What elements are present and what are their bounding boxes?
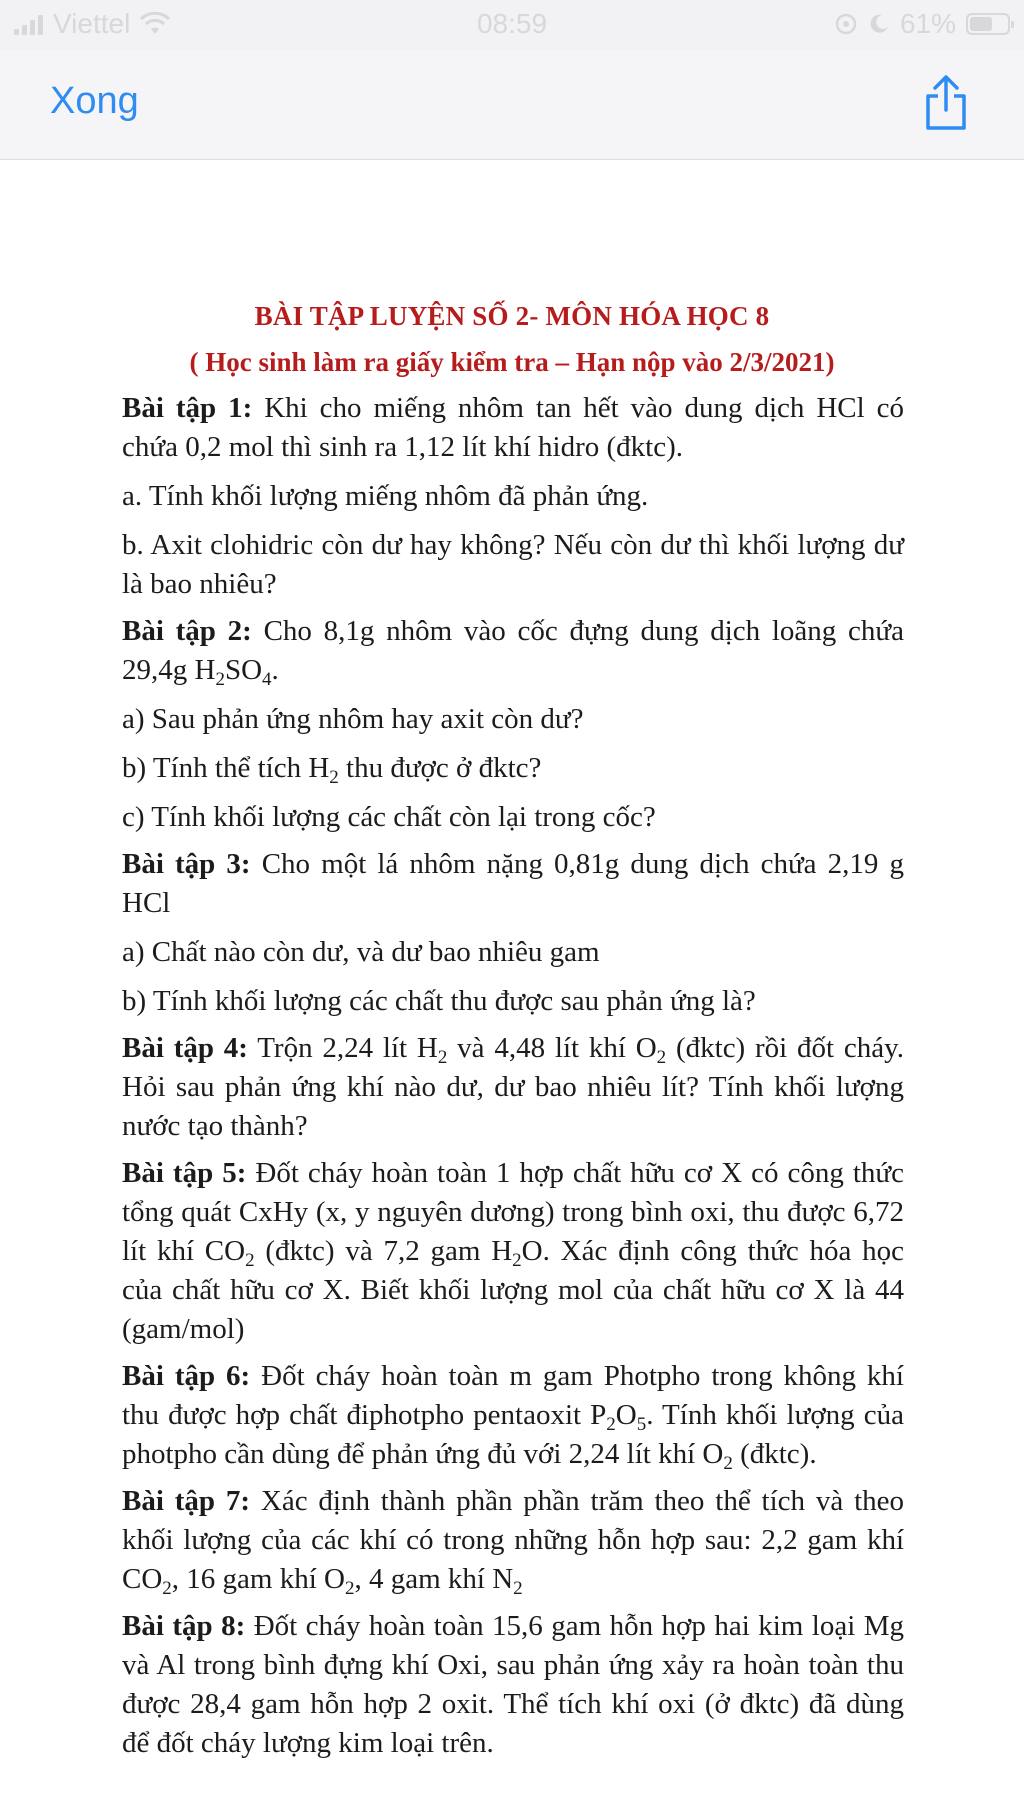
exercise-2-c: c) Tính khối lượng các chất còn lại trong cốc? [122,801,656,833]
exercise-label: Bài tập 4: [122,1032,248,1064]
moon-icon [868,13,890,35]
exercise-label: Bài tập 5: [122,1157,247,1189]
carrier-label: Viettel [53,8,131,39]
share-icon [920,72,972,134]
exercise-text: Cho một lá nhôm nặng 0,81g dung dịch chứa 2,19 g HCl [122,848,904,919]
subscript: 2 [215,669,225,690]
exercise-label: Bài tập 2: [122,615,252,647]
exercise-text: . Tính khối lượng của photpho cần dùng để phản ứng đủ với 2,24 lít khí O [122,1399,904,1470]
exercise-text: Xác định thành phần phần trăm theo thể tích và theo khối lượng của các khí có trong những hỗn hợp sau: 2,2 gam khí CO [122,1485,905,1595]
subscript: 2 [656,1047,667,1068]
status-right [834,8,1010,40]
exercise-text: b) Tính thể tích H [122,752,330,784]
exercise-text: O. Xác định công thức hóa học của chất hữu cơ X. Biết khối lượng mol của chất hữu cơ X là 44 (gam/mol) [122,1235,904,1345]
navigation-bar [0,50,1024,160]
exercise-3-b: b) Tính khối lượng các chất thu được sau phản ứng là? [122,985,756,1017]
exercise-3-a: a) Chất nào còn dư, và dư bao nhiêu gam [122,936,600,968]
subscript: 4 [262,669,272,690]
subscript: 5 [636,1414,647,1435]
exercise-text: Trộn 2,24 lít H [247,1032,438,1064]
exercise-text: Đốt cháy hoàn toàn 15,6 gam hỗn hợp hai kim loại Mg và Al trong bình đựng khí Oxi, sau phản ứng xảy ra hoàn toàn thu được 28,4 gam hỗn hợp 2 oxit. Thể tích khí oxi (ở đktc) đã dùng để đốt cháy lượng kim loại trên. [122,1610,905,1759]
exercise-1-b: b. Axit clohidric còn dư hay không? Nếu còn dư thì khối lượng dư là bao nhiêu? [122,529,904,600]
status-bar [0,0,1024,50]
exercise-label: Bài tập 7: [122,1485,251,1517]
exercise-2-a: a) Sau phản ứng nhôm hay axit còn dư? [122,703,584,735]
document-title: BÀI TẬP LUYỆN SỐ 2- MÔN HÓA HỌC 8 [254,301,770,331]
exercise-text: , 16 gam khí O [171,1563,345,1595]
done-button[interactable]: Xong [50,80,139,122]
exercise-text: Đốt cháy hoàn toàn 1 hợp chất hữu cơ X có công thức tổng quát CxHy (x, y nguyên dương) trong bình oxi, thu được 6,72 lít khí CO [122,1157,905,1267]
subscript: 2 [162,1578,172,1599]
document-subtitle: ( Học sinh làm ra giấy kiểm tra – Hạn nộp vào 2/3/2021) [189,347,835,377]
exercise-text: . [271,654,279,686]
status-time: 08:59 [476,8,548,39]
exercise-text: và 4,48 lít khí O [447,1032,657,1064]
exercise-7 [122,1482,904,1599]
exercise-label: Bài tập 3: [122,848,251,880]
document-viewer[interactable] [0,161,1024,1820]
exercise-8 [122,1607,904,1763]
exercise-text: SO [224,654,263,686]
subscript: 2 [606,1414,616,1435]
exercise-text: (đktc) và 7,2 gam H [254,1235,513,1267]
subscript: 2 [512,1250,522,1271]
exercise-text: Đốt cháy hoàn toàn m gam Photpho trong không khí thu được hợp chất điphotpho pentaoxit P [122,1360,904,1431]
battery-percent: 61% [899,8,956,39]
exercise-text: thu được ở đktc? [338,752,542,784]
exercise-label: Bài tập 1: [122,392,253,424]
exercise-text: , 4 gam khí N [354,1563,514,1595]
exercise-text: (đktc) rồi đốt cháy. Hỏi sau phản ứng khí nào dư, dư bao nhiêu lít? Tính khối lượng nước tạo thành? [122,1032,905,1142]
exercise-text: (đktc). [732,1438,817,1470]
subscript: 2 [513,1578,523,1599]
subscript: 2 [245,1250,255,1271]
exercise-2 [122,612,904,690]
exercise-3 [122,845,904,923]
subscript: 2 [437,1047,448,1068]
exercise-list [122,389,904,1763]
exercise-5 [122,1154,904,1349]
exercise-text: Khi cho miếng nhôm tan hết vào dung dịch HCl có chứa 0,2 mol thì sinh ra 1,12 lít khí hidro (đktc). [122,392,904,463]
exercise-2-b [122,749,904,788]
exercise-label: Bài tập 8: [122,1610,246,1642]
exercise-1 [122,389,904,467]
screen-lock-icon [834,12,858,36]
exercise-1-a: a. Tính khối lượng miếng nhôm đã phản ứng. [122,480,649,512]
exercise-label: Bài tập 6: [122,1360,251,1392]
exercise-6 [122,1357,904,1474]
exercise-text: O [615,1399,637,1431]
battery-icon [966,13,1010,35]
share-button[interactable] [920,72,972,134]
exercise-text: Cho 8,1g nhôm vào cốc đựng dung dịch loãng chứa 29,4g H [122,615,904,686]
subscript: 2 [344,1578,355,1599]
subscript: 2 [723,1453,733,1474]
subscript: 2 [329,767,339,788]
exercise-4 [122,1029,904,1146]
